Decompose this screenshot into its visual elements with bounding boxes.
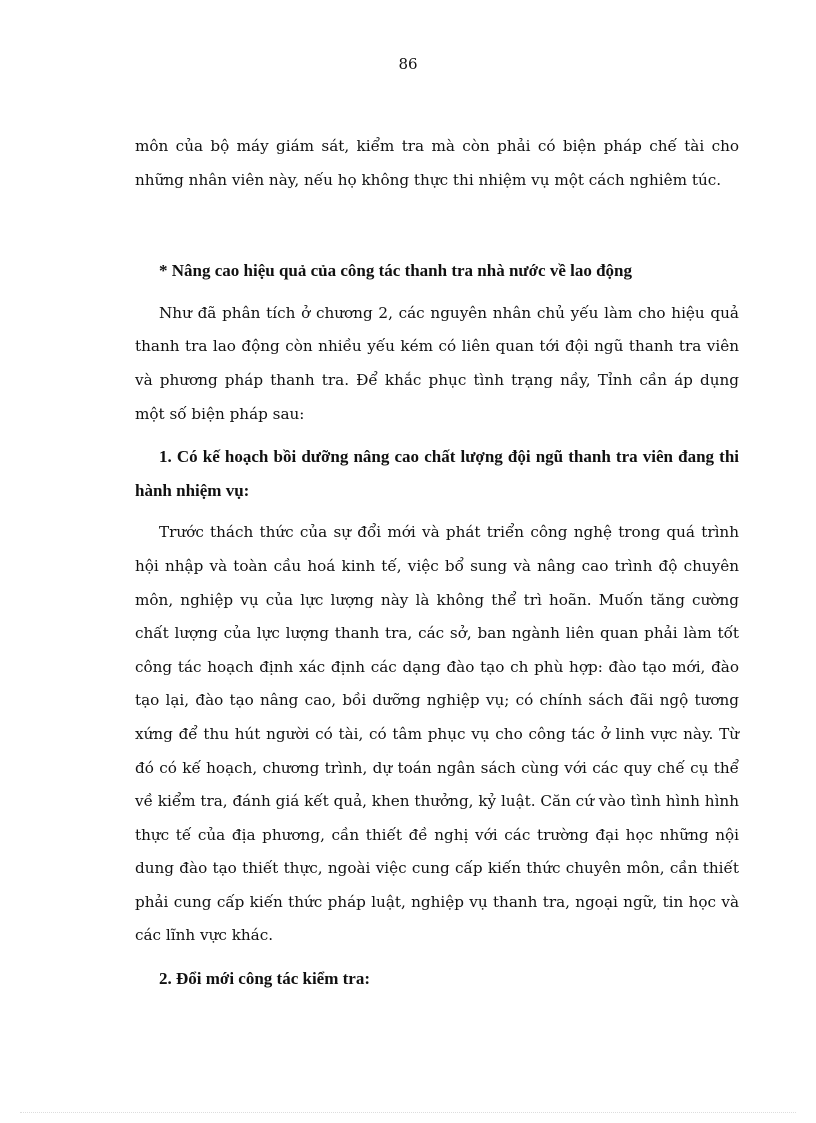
footer-divider xyxy=(20,1112,796,1113)
section-heading-2: 2. Đổi mới công tác kiểm tra: xyxy=(159,969,371,989)
section-heading-inspection-efficiency: * Nâng cao hiệu quả của công tác thanh tra nhà nước về lao động xyxy=(159,261,633,281)
paragraph-intro: Như đã phân tích ở chương 2, các nguyên nhân chủ yếu làm cho hiệu quả thanh tra lao động còn nhiều yếu kém có liên quan tới đội ngũ thanh tra viên và phương pháp thanh tra. Để khắc phục tình trạng nầy, Tỉnh cần áp dụng một số biện pháp sau: xyxy=(135,303,739,423)
paragraph-training: Trước thách thức của sự đổi mới và phát triển công nghệ trong quá trình hội nhập và toàn cầu hoá kinh tế, việc bổ sung và nâng cao trình độ chuyên môn, nghiệp vụ của lực lượng này là không thể trì hoãn. Muốn tăng cường chất lượng của lực lượng thanh tra, các sở, ban ngành liên quan phải làm tốt công tác hoạch định xác định các dạng đào tạo ch phù hợp: đào tạo mới, đào tạo lại, đào tạo nâng cao, bồi dưỡng nghiệp vụ; có chính sách đãi ngộ tương xứng để thu hút người có tài, có tâm phục vụ cho công tác ở linh vực này. Từ đó có kế hoạch, chương trình, dự toán ngân sách cùng với các quy chế cụ thể về kiểm tra, đánh giá kết quả, khen thưởng, kỷ luật. Căn cứ vào tình hình hình thực tế của địa phương, cần thiết đề nghị với các trường đại học những nội dung đào tạo thiết thực, ngoài việc cung cấp kiến thức chuyên môn, cần thiết phải cung cấp kiến thức pháp luật, nghiệp vụ thanh tra, ngoại ngữ, tin học và các lĩnh vực khác. xyxy=(135,523,739,945)
page-number: 86 xyxy=(398,55,418,73)
document-body xyxy=(135,130,739,996)
paragraph-continuation: môn của bộ máy giám sát, kiểm tra mà còn phải có biện pháp chế tài cho những nhân viên này, nếu họ không thực thi nhiệm vụ một cách nghiêm túc. xyxy=(135,137,739,189)
section-heading-1: 1. Có kế hoạch bồi dưỡng nâng cao chất lượng đội ngũ thanh tra viên đang thi hành nhiệm vụ: xyxy=(135,447,739,500)
